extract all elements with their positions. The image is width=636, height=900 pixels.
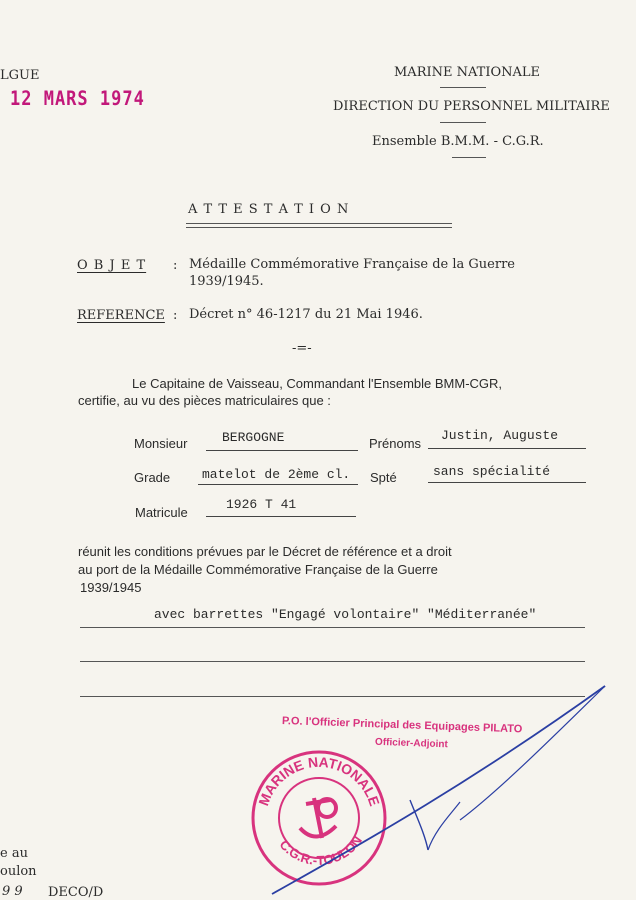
signature-title: Officier-Adjoint xyxy=(374,736,448,751)
footer-ref-code: DECO/D xyxy=(48,885,104,900)
monsieur-line xyxy=(206,450,358,451)
reference-sep: : xyxy=(173,308,178,323)
barrettes-text: avec barrettes "Engagé volontaire" "Méditerranée" xyxy=(154,607,537,622)
org-line-marine: MARINE NATIONALE xyxy=(394,65,541,80)
title-underline-2 xyxy=(186,227,452,228)
prenoms-line xyxy=(428,448,586,449)
blank-line-2 xyxy=(80,661,585,662)
objet-label: O B J E T xyxy=(77,258,147,273)
body-line-3: 1939/1945 xyxy=(80,580,142,595)
title-underline-1 xyxy=(186,223,452,224)
org-line-ensemble: Ensemble B.M.M. - C.G.R. xyxy=(372,134,544,149)
objet-line-1: Médaille Commémorative Française de la Guerre xyxy=(189,257,515,272)
matricule-label: Matricule xyxy=(135,505,188,520)
seal-top-text: MARINE NATIONALE xyxy=(255,753,383,809)
grade-label: Grade xyxy=(134,470,171,485)
grade-line xyxy=(198,484,358,485)
monsieur-label: Monsieur xyxy=(134,436,188,451)
document-title: A T T E S T A T I O N xyxy=(188,202,350,217)
signature-po-line: P.O. l'Officier Principal des Equipages PILATO xyxy=(281,715,523,736)
body-line-1: réunit les conditions prévues par le Décret de référence et a droit xyxy=(78,544,452,559)
spte-value: sans spécialité xyxy=(433,464,551,479)
blank-line-1 xyxy=(80,627,585,628)
prenoms-label: Prénoms xyxy=(369,436,422,451)
monsieur-value: BERGOGNE xyxy=(222,430,285,445)
objet-sep: : xyxy=(173,258,178,273)
footer-left-line-1: e au xyxy=(0,846,28,861)
body-line-2: au port de la Médaille Commémorative Française de la Guerre xyxy=(78,562,438,577)
header-left-fragment: LGUE xyxy=(0,68,40,83)
org-divider-2 xyxy=(440,122,486,123)
matricule-line xyxy=(206,516,356,517)
date-stamp: 12 MARS 1974 xyxy=(10,87,145,111)
reference-label: REFERENCE xyxy=(77,308,165,323)
org-divider-1 xyxy=(440,87,486,88)
matricule-value: 1926 T 41 xyxy=(226,497,297,512)
org-divider-3 xyxy=(452,157,486,158)
section-divider: -=- xyxy=(292,341,312,356)
seal-bottom-text: C.G.R.-TOULON xyxy=(276,832,366,869)
spte-line xyxy=(428,482,586,483)
footer-left-line-2: oulon xyxy=(0,864,37,879)
spte-label: Spté xyxy=(370,470,397,485)
intro-line-2: certifie, au vu des pièces matriculaires que : xyxy=(78,393,331,408)
footer-ref-number: 9 9 xyxy=(2,884,23,899)
intro-line-1: Le Capitaine de Vaisseau, Commandant l'Ensemble BMM-CGR, xyxy=(132,376,503,391)
reference-text: Décret n° 46-1217 du 21 Mai 1946. xyxy=(189,307,423,322)
objet-line-2: 1939/1945. xyxy=(189,274,264,289)
prenoms-value: Justin, Auguste xyxy=(441,428,559,443)
grade-value: matelot de 2ème cl. xyxy=(202,467,351,482)
org-line-direction: DIRECTION DU PERSONNEL MILITAIRE xyxy=(333,99,610,114)
handwritten-signature xyxy=(260,680,612,900)
